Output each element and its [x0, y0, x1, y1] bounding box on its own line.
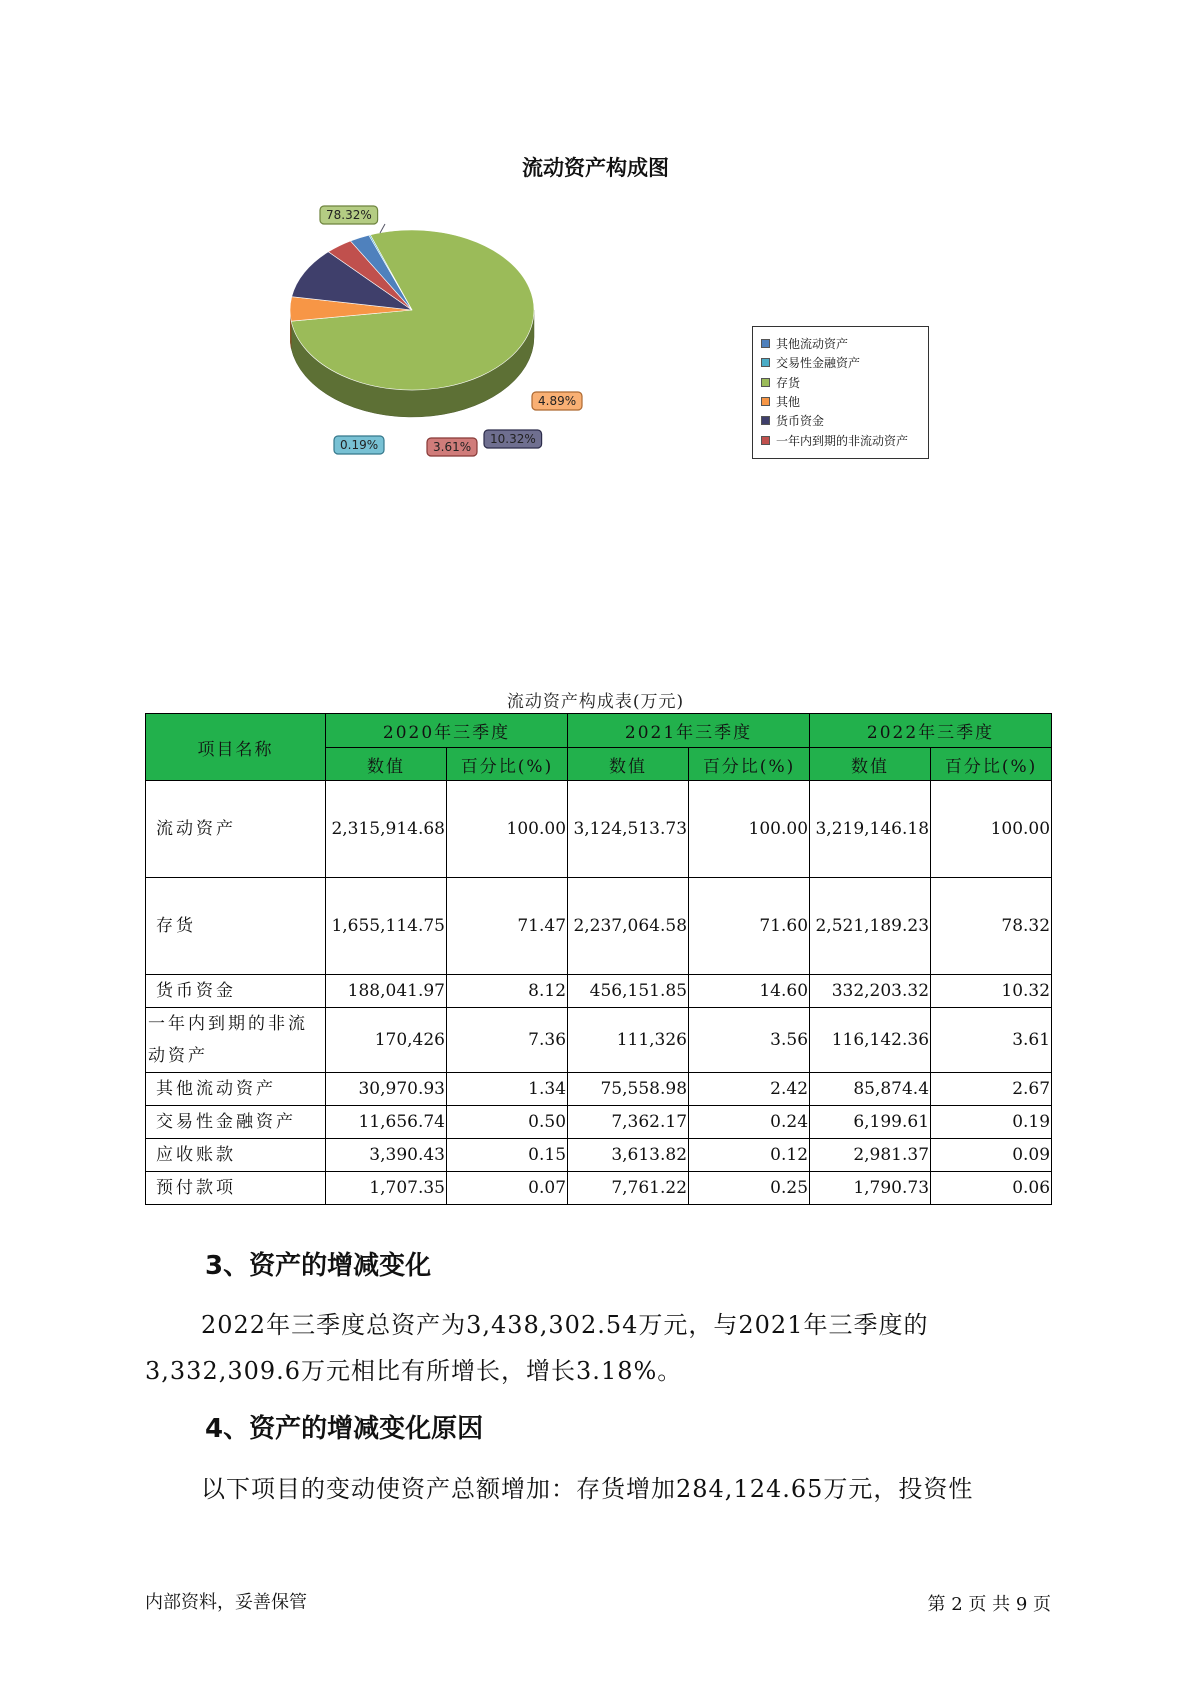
table-row — [146, 1139, 1052, 1172]
header-value: 数值 — [810, 748, 931, 781]
row-label: 货币资金 — [146, 975, 326, 1008]
percent-cell: 71.60 — [689, 878, 810, 975]
percent-cell: 100.00 — [447, 781, 568, 878]
pie-data-label-text: 4.89% — [538, 394, 577, 408]
value-cell: 170,426 — [326, 1008, 447, 1073]
value-cell: 7,362.17 — [568, 1106, 689, 1139]
legend-swatch — [761, 378, 770, 387]
table-row — [146, 781, 1052, 878]
pie-data-label-text: 10.32% — [490, 432, 536, 446]
value-cell: 111,326 — [568, 1008, 689, 1073]
percent-cell: 100.00 — [689, 781, 810, 878]
percent-cell: 2.67 — [931, 1073, 1052, 1106]
legend-label: 货币资金 — [776, 414, 825, 429]
table-row — [146, 1172, 1052, 1205]
value-cell: 1,790.73 — [810, 1172, 931, 1205]
legend-swatch — [761, 339, 770, 348]
header-period-2022: 2022年三季度 — [810, 714, 1052, 748]
footer-page-number: 第 2 页 共 9 页 — [927, 1594, 1051, 1615]
percent-cell: 3.56 — [689, 1008, 810, 1073]
legend-item — [761, 373, 928, 392]
pie-data-label — [334, 436, 384, 454]
percent-cell: 0.09 — [931, 1139, 1052, 1172]
table-row — [146, 975, 1052, 1008]
table-caption: 流动资产构成表(万元) — [506, 692, 685, 712]
pie-data-label-text: 78.32% — [326, 208, 372, 222]
header-value: 数值 — [326, 748, 447, 781]
percent-cell: 0.06 — [931, 1172, 1052, 1205]
header-value: 数值 — [568, 748, 689, 781]
percent-cell: 71.47 — [447, 878, 568, 975]
chart-title: 流动资产构成图 — [522, 156, 669, 180]
value-cell: 6,199.61 — [810, 1106, 931, 1139]
percent-cell: 0.25 — [689, 1172, 810, 1205]
percent-cell: 0.07 — [447, 1172, 568, 1205]
legend-item — [761, 334, 928, 353]
header-percent: 百分比(%) — [689, 748, 810, 781]
pie-data-label — [484, 430, 542, 448]
legend-swatch — [761, 358, 770, 367]
pie-data-label — [427, 438, 477, 456]
current-assets-table — [145, 713, 1052, 1205]
percent-cell: 0.24 — [689, 1106, 810, 1139]
value-cell: 7,761.22 — [568, 1172, 689, 1205]
percent-cell: 100.00 — [931, 781, 1052, 878]
percent-cell: 1.34 — [447, 1073, 568, 1106]
section-heading: 4、资产的增减变化原因 — [205, 1414, 484, 1444]
header-period-2020: 2020年三季度 — [326, 714, 568, 748]
pie-data-label-text: 0.19% — [340, 438, 379, 452]
legend-swatch — [761, 416, 770, 425]
legend-item — [761, 392, 928, 411]
legend-label: 存货 — [776, 375, 801, 390]
legend-label: 其他流动资产 — [776, 337, 849, 352]
value-cell: 3,219,146.18 — [810, 781, 931, 878]
footer-confidential: 内部资料，妥善保管 — [145, 1592, 307, 1613]
pie-chart — [290, 205, 590, 465]
row-label: 交易性金融资产 — [146, 1106, 326, 1139]
value-cell: 2,315,914.68 — [326, 781, 447, 878]
value-cell: 3,390.43 — [326, 1139, 447, 1172]
chart-legend — [752, 326, 929, 459]
percent-cell: 0.12 — [689, 1139, 810, 1172]
legend-item — [761, 411, 928, 430]
value-cell: 188,041.97 — [326, 975, 447, 1008]
header-item-name: 项目名称 — [146, 714, 326, 781]
percent-cell: 78.32 — [931, 878, 1052, 975]
percent-cell: 3.61 — [931, 1008, 1052, 1073]
row-label: 一年内到期的非流动资产 — [146, 1008, 326, 1073]
section-paragraph: 2022年三季度总资产为3,438,302.54万元，与2021年三季度的3,332,309.6万元相比有所增长，增长3.18%。 — [145, 1311, 929, 1385]
value-cell: 3,613.82 — [568, 1139, 689, 1172]
header-period-2021: 2021年三季度 — [568, 714, 810, 748]
percent-cell: 14.60 — [689, 975, 810, 1008]
value-cell: 85,874.4 — [810, 1073, 931, 1106]
value-cell: 1,655,114.75 — [326, 878, 447, 975]
percent-cell: 10.32 — [931, 975, 1052, 1008]
percent-cell: 7.36 — [447, 1008, 568, 1073]
section-heading: 3、资产的增减变化 — [205, 1251, 432, 1281]
pie-data-label-text: 3.61% — [433, 440, 472, 454]
row-label: 流动资产 — [146, 781, 326, 878]
section-paragraph: 以下项目的变动使资产总额增加：存货增加284,124.65万元，投资性 — [201, 1475, 974, 1503]
value-cell: 11,656.74 — [326, 1106, 447, 1139]
legend-label: 一年内到期的非流动资产 — [776, 433, 909, 448]
value-cell: 116,142.36 — [810, 1008, 931, 1073]
percent-cell: 0.19 — [931, 1106, 1052, 1139]
table-row — [146, 1106, 1052, 1139]
legend-item — [761, 353, 928, 372]
value-cell: 75,558.98 — [568, 1073, 689, 1106]
table-row — [146, 1073, 1052, 1106]
value-cell: 1,707.35 — [326, 1172, 447, 1205]
legend-swatch — [761, 436, 770, 445]
table-row — [146, 1008, 1052, 1073]
percent-cell: 0.50 — [447, 1106, 568, 1139]
percent-cell: 8.12 — [447, 975, 568, 1008]
value-cell: 3,124,513.73 — [568, 781, 689, 878]
value-cell: 2,521,189.23 — [810, 878, 931, 975]
row-label: 预付款项 — [146, 1172, 326, 1205]
value-cell: 2,981.37 — [810, 1139, 931, 1172]
row-label: 应收账款 — [146, 1139, 326, 1172]
legend-item — [761, 430, 928, 449]
pie-data-label — [320, 206, 378, 224]
row-label: 存货 — [146, 878, 326, 975]
row-label: 其他流动资产 — [146, 1073, 326, 1106]
table-row — [146, 878, 1052, 975]
header-percent: 百分比(%) — [931, 748, 1052, 781]
value-cell: 30,970.93 — [326, 1073, 447, 1106]
percent-cell: 0.15 — [447, 1139, 568, 1172]
value-cell: 2,237,064.58 — [568, 878, 689, 975]
leader-line — [380, 224, 385, 233]
value-cell: 456,151.85 — [568, 975, 689, 1008]
legend-swatch — [761, 397, 770, 406]
legend-label: 其他 — [776, 395, 801, 410]
value-cell: 332,203.32 — [810, 975, 931, 1008]
legend-label: 交易性金融资产 — [776, 356, 861, 371]
pie-data-label — [532, 392, 582, 410]
percent-cell: 2.42 — [689, 1073, 810, 1106]
header-percent: 百分比(%) — [447, 748, 568, 781]
